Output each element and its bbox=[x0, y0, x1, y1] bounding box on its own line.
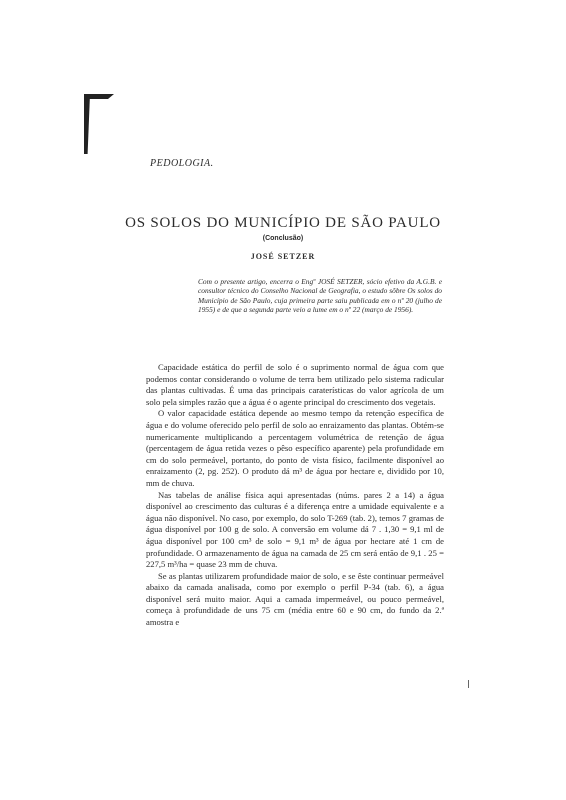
section-label: PEDOLOGIA. bbox=[150, 158, 214, 169]
scan-speck bbox=[468, 680, 469, 688]
corner-mark bbox=[84, 94, 90, 154]
paragraph: O valor capacidade estática depende ao mesmo tempo da retenção específica de água e do volume oferecido pelo perfil de solo ao enraizamento das plantas. Obtém-se numericamente multiplicando a percentagem volumétrica de retenção de água (percentagem de água retida vezes o pêso específico aparente) pela profundidade em cm do solo permeável, portanto, do ponto de vista físico, facilmente disponível ao enraizamento (2, pg. 252). O produto dá m³ de água por hectare e, dividido por 10, mm de chuva. bbox=[146, 408, 444, 488]
paragraph: Se as plantas utilizarem profundidade maior de solo, e se êste continuar permeável abaixo da camada analisada, como por exemplo o perfil P-34 (tab. 6), a água disponível será muito maior. Aqui a camada impermeável, ou pouco permeável, começa à profundidade de uns 75 cm (média entre 60 e 90 cm, do fundo da 2.ª amostra e bbox=[146, 570, 444, 628]
paragraph: Nas tabelas de análise física aqui apresentadas (núms. pares 2 a 14) a água disponível ao crescimento das culturas é a diferença entre a umidade equivalente e a água não disponível. No caso, por exemplo, do solo T-269 (tab. 2), temos 7 gramas de água disponível por 100 g de solo. A conversão em volume dá 7 . 1,30 = 9,1 ml de água disponível por 100 cm³ de solo = 9,1 m³ de água por hectare até 1 cm de profundidade. O armazenamento de água na camada de 25 cm será então de 9,1 . 25 = 227,5 m³/ha = quase 23 mm de chuva. bbox=[146, 489, 444, 570]
author-name: JOSÉ SETZER bbox=[250, 252, 316, 261]
article-body bbox=[146, 362, 444, 629]
paragraph: Capacidade estática do perfil de solo é o suprimento normal de água com que podemos contar considerando o volume de terra bem utilizado pelo sistema radicular das plantas cultivadas. É uma das principais caraterísticas do valor agrícola de um solo pela simples razão que a água é o agente principal do crescimento dos vegetais. bbox=[146, 362, 444, 407]
abstract-note: Com o presente artigo, encerra o Engº JOSÉ SETZER, sócio efetivo da A.G.B. e consultor técnico do Conselho Nacional de Geografia, o estudo sôbre Os solos do Município de São Paulo, cuja primeira parte saiu publicada em o nº 20 (julho de 1955) e de que a segunda parte veio a lume em o nº 22 (março de 1956). bbox=[198, 277, 442, 315]
article-subtitle: (Conclusão) bbox=[262, 235, 304, 242]
article-title: OS SOLOS DO MUNICÍPIO DE SÃO PAULO bbox=[125, 215, 441, 231]
